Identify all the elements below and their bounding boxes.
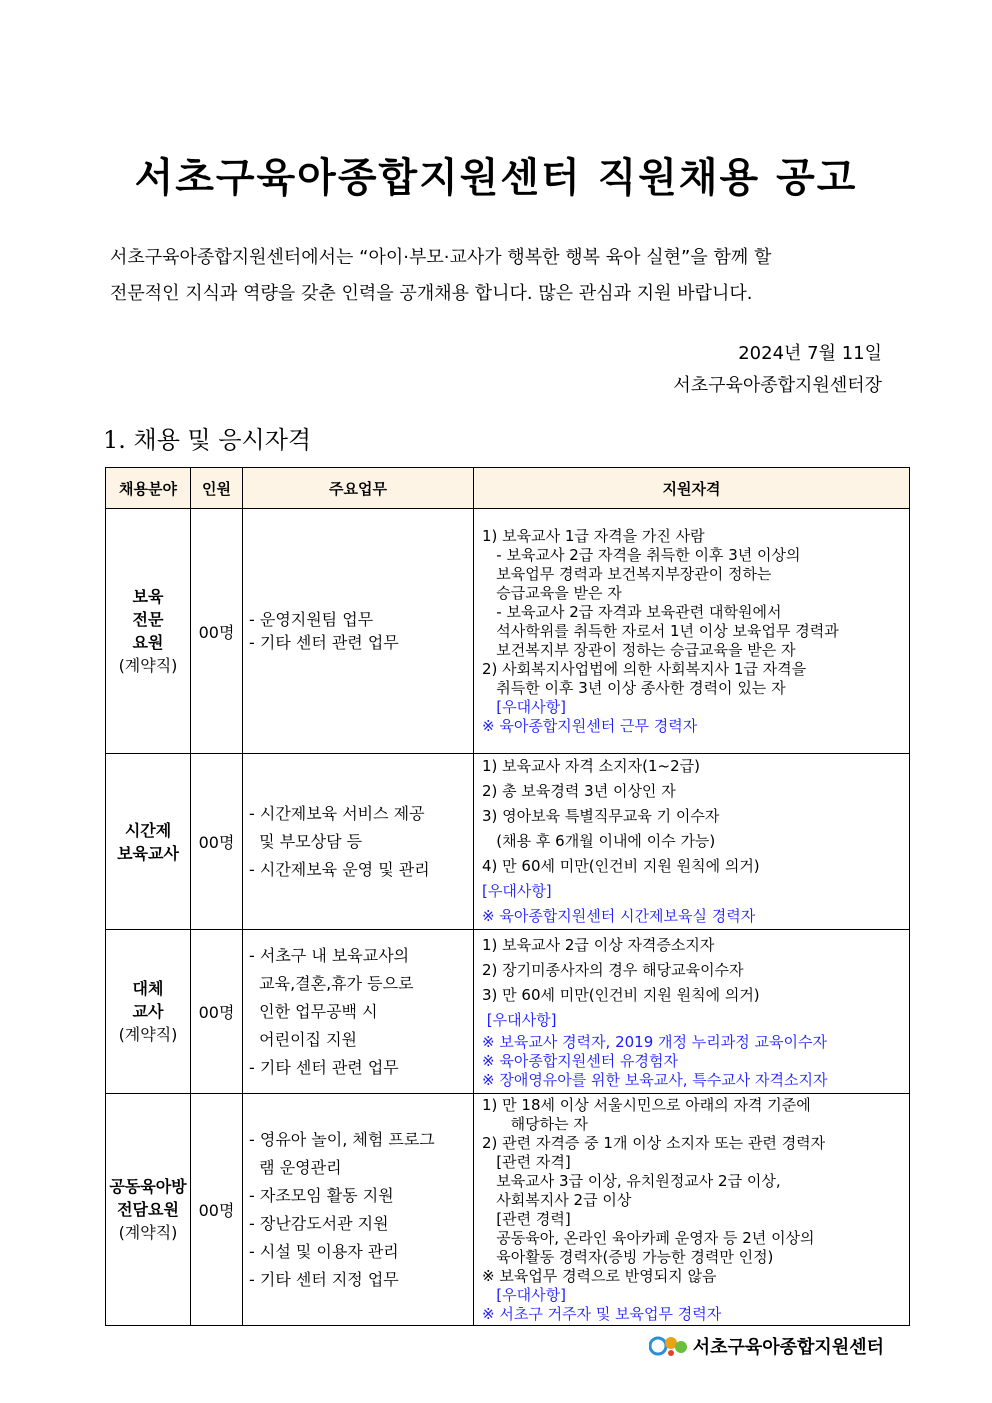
preference-title: [우대사항] [482,882,552,900]
qualification-line: ※ 보육업무 경력으로 반영되지 않음 [482,1266,717,1285]
field-name: 교사 [132,1002,164,1021]
field-name: 요원 [132,633,164,652]
header-duties: 주요업무 [243,468,474,509]
qualifications-cell [474,509,910,754]
issuer: 서초구육아종합지원센터장 [673,375,882,396]
field-cell [106,930,191,1094]
table-row [106,1094,910,1326]
duty-item: 인한 업무공백 시 [249,1001,378,1021]
qualification-line: 2) 총 보육경력 3년 이상인 자 [482,782,676,800]
field-name: 보육교사 [117,843,179,863]
section-title: 1. 채용 및 응시자격 [103,426,312,454]
qualification-line: 보육업무 경력과 보건복지부장관이 정하는 [482,564,772,583]
qualification-line: 육아활동 경력자(증빙 가능한 경력만 인정) [482,1247,774,1266]
preference-item: ※ 육아종합지원센터 유경험자 [482,1052,678,1070]
duty-item: - 자조모임 활동 지원 [249,1185,394,1205]
duty-item: 및 부모상담 등 [249,831,363,851]
duties-cell [243,930,474,1094]
duty-item: - 서초구 내 보육교사의 [249,945,410,965]
issue-block [673,338,882,402]
table-row [106,754,910,930]
qualification-line: 취득한 이후 3년 이상 종사한 경력이 있는 자 [482,678,786,697]
intro-paragraph [110,240,890,312]
count-cell: 00명 [191,754,243,930]
qualification-line: 2) 관련 자격증 중 1개 이상 소지자 또는 관련 경력자 [482,1133,826,1152]
duty-item: - 시설 및 이용자 관리 [249,1241,399,1261]
duty-item: - 기타 센터 관련 업무 [249,1057,399,1077]
duty-item: - 기타 센터 지정 업무 [249,1269,399,1289]
duty-item: - 운영지원팀 업무 [249,610,374,629]
qualification-line: 3) 영아보육 특별직무교육 기 이수자 [482,807,720,825]
preference-item: ※ 육아종합지원센터 근무 경력자 [482,716,698,735]
issue-date: 2024년 7월 11일 [738,343,882,364]
header-count: 인원 [191,468,243,509]
qualification-line: 1) 보육교사 2급 이상 자격증소지자 [482,936,715,954]
field-name: 시간제 [124,820,172,840]
page-title: 서초구육아종합지원센터 직원채용 공고 [134,155,858,201]
footer-logo [649,1333,884,1359]
duty-item: - 장난감도서관 지원 [249,1213,389,1233]
qualification-line: 석사학위를 취득한 자로서 1년 이상 보육업무 경력과 [482,621,839,640]
field-name: 보육 [132,587,164,606]
header-field: 채용분야 [106,468,191,509]
qualifications-cell [474,930,910,1094]
qualification-line: 2) 사회복지사업법에 의한 사회복지사 1급 자격을 [482,659,807,678]
center-logo-icon [649,1333,689,1359]
intro-line: 서초구육아종합지원센터에서는 “아이·부모·교사가 행복한 행복 육아 실현”을 함께 할 [110,247,772,268]
header-qualifications: 지원자격 [474,468,910,509]
qualification-line: - 보육교사 2급 자격을 취득한 이후 3년 이상의 [482,545,801,564]
preference-title: [우대사항] [482,697,566,716]
qualification-line: - 보육교사 2급 자격과 보육관련 대학원에서 [482,602,782,621]
table-row [106,509,910,754]
field-contract-note: (계약직) [118,1025,178,1044]
duties-cell [243,754,474,930]
field-name: 전문 [132,610,164,629]
duty-item: - 기타 센터 관련 업무 [249,633,399,652]
qualification-line: 해당하는 자 [482,1114,588,1133]
table-header-row [106,468,910,509]
count-cell: 00명 [191,930,243,1094]
field-name: 공동육아방 [109,1177,187,1196]
qualification-line: 공동육아, 온라인 육아카페 운영자 등 2년 이상의 [482,1228,815,1247]
duty-item: - 시간제보육 운영 및 관리 [249,859,430,879]
qualification-line: 1) 보육교사 1급 자격을 가진 사람 [482,526,705,545]
preference-item: ※ 장애영유아를 위한 보육교사, 특수교사 자격소지자 [482,1071,828,1089]
qualification-line: 사회복지사 2급 이상 [482,1190,632,1209]
preference-item: ※ 서초구 거주자 및 보육업무 경력자 [482,1304,722,1323]
qualification-line: [관련 경력] [482,1209,571,1228]
table-row [106,930,910,1094]
duty-item: 어린이집 지원 [249,1029,357,1049]
qualification-line: 4) 만 60세 미만(인건비 지원 원칙에 의거) [482,857,760,875]
preference-title: [우대사항] [482,1285,566,1304]
duty-item: 교육,결혼,휴가 등으로 [249,973,414,993]
qualification-line: [관련 자격] [482,1152,571,1171]
field-cell [106,1094,191,1326]
duties-cell [243,509,474,754]
preference-title: [우대사항] [482,1011,557,1029]
qualification-line: 2) 장기미종사자의 경우 해당교육이수자 [482,961,744,979]
recruitment-table [105,467,910,1326]
count-cell: 00명 [191,1094,243,1326]
qualification-line: 승급교육을 받은 자 [482,583,622,602]
count-cell: 00명 [191,509,243,754]
duty-item: - 영유아 놀이, 체험 프로그 [249,1129,435,1149]
field-contract-note: (계약직) [118,1223,178,1242]
field-name: 전담요원 [117,1200,179,1219]
qualification-line: 1) 보육교사 자격 소지자(1~2급) [482,757,700,775]
footer-logo-text: 서초구육아종합지원센터 [692,1337,884,1358]
field-contract-note: (계약직) [118,656,178,675]
intro-line: 전문적인 지식과 역량을 갖춘 인력을 공개채용 합니다. 많은 관심과 지원 바랍니다. [110,283,753,304]
duty-item: 램 운영관리 [249,1157,342,1177]
field-name: 대체 [132,979,164,998]
field-cell [106,754,191,930]
qualification-line: 보건복지부 장관이 정하는 승급교육을 받은 자 [482,640,796,659]
qualification-line: 1) 만 18세 이상 서울시민으로 아래의 자격 기준에 [482,1095,811,1114]
duties-cell [243,1094,474,1326]
qualifications-cell [474,1094,910,1326]
field-cell [106,509,191,754]
preference-item: ※ 보육교사 경력자, 2019 개정 누리과정 교육이수자 [482,1033,827,1051]
qualification-line: 3) 만 60세 미만(인건비 지원 원칙에 의거) [482,986,760,1004]
qualification-line: 보육교사 3급 이상, 유치원정교사 2급 이상, [482,1171,781,1190]
qualification-line: (채용 후 6개월 이내에 이수 가능) [482,832,716,850]
preference-item: ※ 육아종합지원센터 시간제보육실 경력자 [482,907,756,925]
duty-item: - 시간제보육 서비스 제공 [249,803,425,823]
qualifications-cell [474,754,910,930]
